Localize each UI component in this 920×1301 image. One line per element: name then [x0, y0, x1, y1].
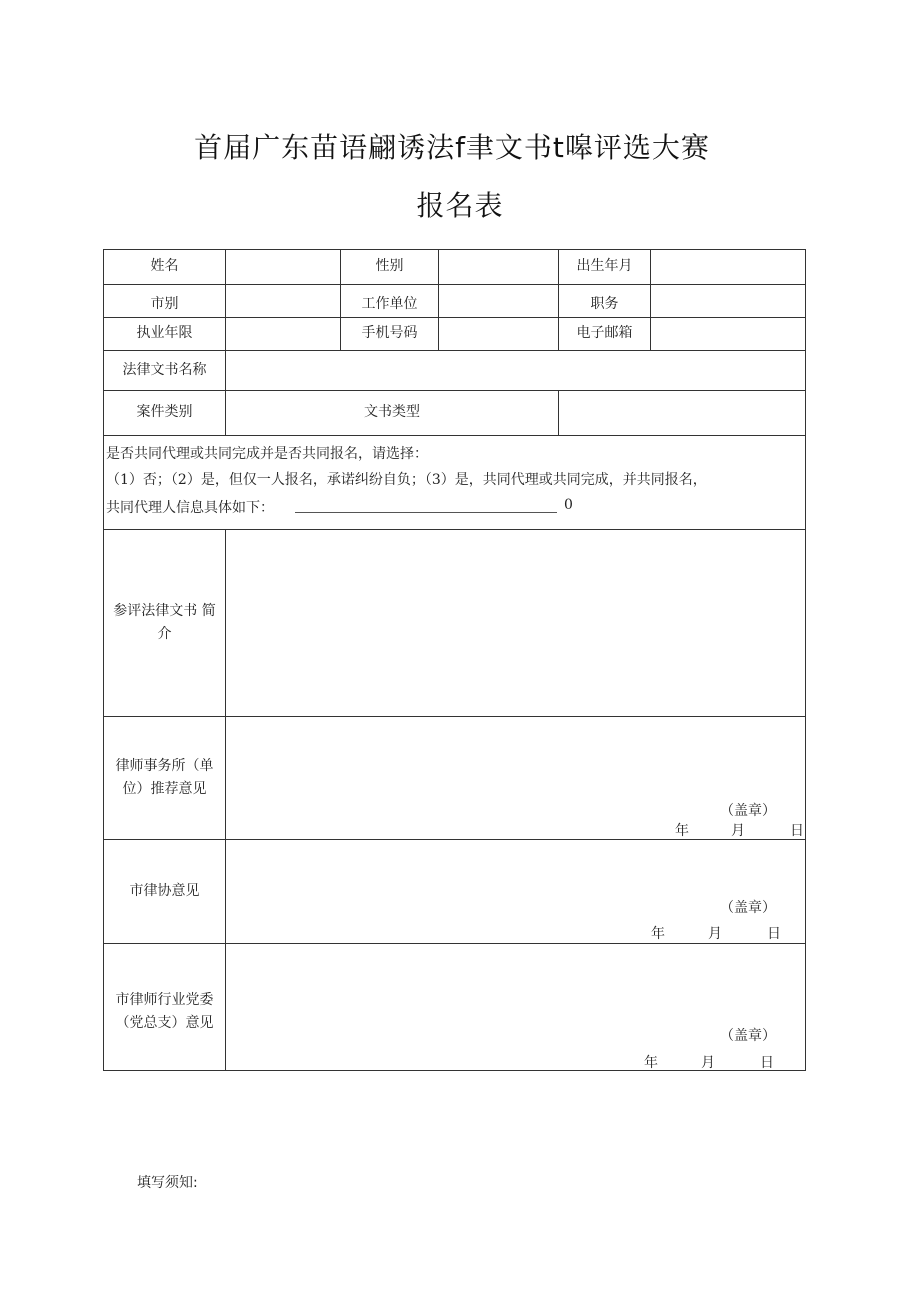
firm-seal: （盖章） [720, 803, 776, 819]
doc-type-input[interactable] [559, 391, 805, 435]
firm-date-month: 月 [731, 823, 745, 839]
firm-opinion-label-line2: 位）推荐意见 [122, 781, 207, 797]
form-title: 首届广东苗语翩诱法f聿文书t嗥评选大赛 [194, 131, 710, 164]
table-border-right [805, 249, 806, 1071]
party-date-day: 日 [760, 1055, 774, 1071]
joint-question: 是否共同代理或共同完成并是否共同报名，请选择： [106, 446, 428, 462]
city-assoc-opinion-label: 市律协意见 [129, 882, 200, 899]
email-input[interactable] [651, 318, 805, 350]
city-assoc-seal: （盖章） [720, 900, 776, 916]
party-seal: （盖章） [720, 1028, 776, 1044]
joint-partner-input[interactable] [295, 512, 557, 513]
table-rule [103, 435, 806, 436]
employer-input[interactable] [439, 285, 558, 317]
party-opinion-label-line1: 市律师行业党委 [115, 991, 214, 1008]
firm-opinion-label-line1: 律师事务所（单 [115, 757, 214, 774]
party-date-month: 月 [701, 1055, 715, 1071]
party-date-year: 年 [644, 1055, 658, 1071]
intro-input[interactable] [226, 530, 805, 716]
employer-label: 工作单位 [361, 296, 418, 313]
name-input[interactable] [226, 250, 340, 284]
intro-label [104, 530, 225, 716]
gender-input[interactable] [439, 250, 558, 284]
case-type-label: 案件类别 [136, 404, 193, 421]
firm-date-day: 日 [790, 823, 804, 839]
form-subtitle: 报名表 [416, 189, 504, 222]
party-opinion-input[interactable] [226, 944, 805, 1070]
firm-opinion-label [104, 717, 225, 839]
party-opinion-label-line2: （党总支）意见 [115, 1015, 214, 1031]
firm-date-year: 年 [675, 823, 689, 839]
party-opinion-label [104, 944, 225, 1070]
city-assoc-date-year: 年 [651, 926, 665, 942]
doc-name-input[interactable] [226, 351, 805, 390]
years-label: 执业年限 [136, 325, 193, 342]
joint-partner-end: 0 [564, 497, 573, 513]
notes-title: 填写须知: [137, 1175, 198, 1191]
position-input[interactable] [651, 285, 805, 317]
doc-name-label: 法律文书名称 [122, 361, 207, 378]
phone-input[interactable] [439, 318, 558, 350]
position-label: 职务 [590, 296, 619, 313]
intro-label-line1: 参评法律文书 简 [113, 602, 216, 619]
city-input[interactable] [226, 285, 340, 317]
email-label: 电子邮箱 [576, 325, 633, 342]
intro-label-line2: 介 [157, 626, 172, 642]
birth-label: 出生年月 [576, 258, 633, 275]
doc-type-label: 文书类型 [364, 404, 420, 421]
name-label: 姓名 [150, 258, 179, 275]
birth-input[interactable] [651, 250, 805, 284]
joint-options: （1）否；（2）是，但仅一人报名，承诺纠纷自负；（3）是，共同代理或共同完成，并共同报名， [106, 472, 707, 488]
joint-partner-label: 共同代理人信息具体如下： [106, 500, 274, 516]
years-input[interactable] [226, 318, 340, 350]
firm-opinion-input[interactable] [226, 717, 805, 839]
city-assoc-date-month: 月 [708, 926, 722, 942]
phone-label: 手机号码 [361, 325, 418, 342]
gender-label: 性别 [375, 258, 404, 275]
city-assoc-date-day: 日 [767, 926, 781, 942]
city-label: 市别 [150, 296, 179, 313]
